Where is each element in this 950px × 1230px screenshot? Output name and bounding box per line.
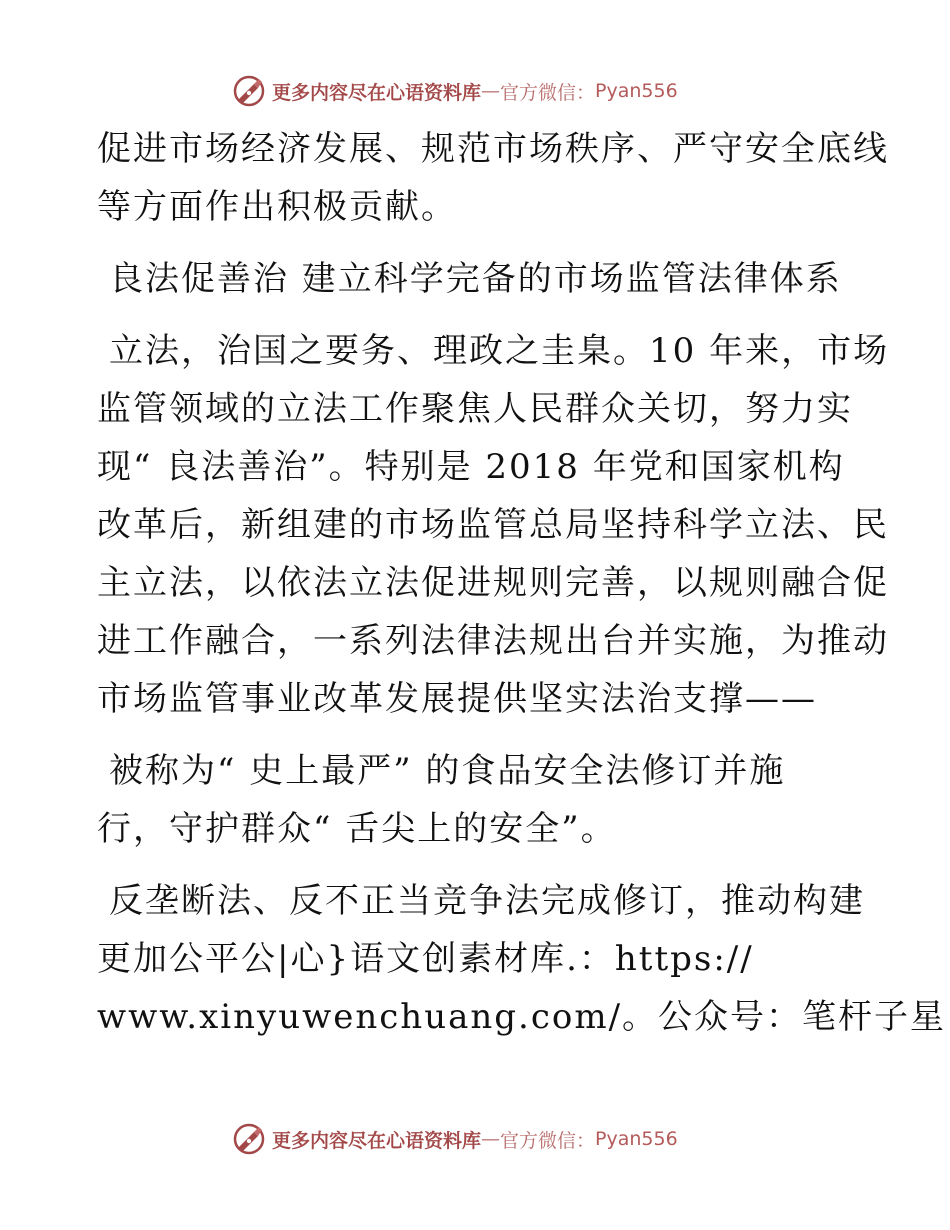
text-line: 市场监管事业改革发展提供坚实法治支撑——: [97, 679, 817, 719]
paragraph-1: [97, 120, 889, 236]
section-heading: [97, 250, 857, 308]
banner-account-id: Pyan556: [595, 80, 678, 102]
pen-nib-logo-icon: [232, 1122, 266, 1156]
text-line: 更加公平公|心}语文创素材库.：https://: [97, 939, 754, 979]
text-line: 进工作融合，一系列法律法规出台并实施，为推动: [97, 621, 889, 661]
banner-separator: —: [481, 1128, 501, 1150]
text-line: 等方面作出积极贡献。: [97, 187, 457, 227]
heading-line: 良法促善治 建立科学完备的市场监管法律体系: [109, 259, 842, 299]
paragraph-4: [97, 872, 947, 1046]
text-line: 现“ 良法善治”。特别是 2018 年党和国家机构: [97, 447, 845, 487]
text-line: 立法，治国之要务、理政之圭臬。10 年来，市场: [109, 331, 890, 371]
banner-main-text: 更多内容尽在心语资料库: [272, 1129, 482, 1152]
text-line: 反垄断法、反不正当竞争法完成修订，推动构建: [109, 881, 865, 921]
pen-nib-logo-icon: [232, 74, 266, 108]
banner-account-id: Pyan556: [595, 1128, 678, 1150]
banner-separator: —: [481, 80, 501, 102]
text-line: 主立法，以依法立法促进规则完善，以规则融合促: [97, 563, 889, 603]
banner-account-label: 官方微信：: [500, 81, 596, 104]
footer-banner: [232, 1121, 752, 1157]
document-body: [97, 120, 947, 1046]
text-line: 监管领域的立法工作聚焦人民群众关切，努力实: [97, 389, 853, 429]
header-banner: [232, 73, 752, 109]
paragraph-2: [97, 322, 890, 728]
banner-account-label: 官方微信：: [500, 1129, 596, 1152]
banner-main-text: 更多内容尽在心语资料库: [272, 81, 482, 104]
text-line: 行，守护群众“ 舌尖上的安全”。: [97, 809, 617, 849]
text-line: 促进市场经济发展、规范市场秩序、严守安全底线: [97, 129, 889, 169]
text-line: 被称为“ 史上最严” 的食品安全法修订并施: [109, 751, 786, 791]
paragraph-3: [97, 742, 857, 858]
text-line: www.xinyuwenchuang.com/。公众号：笔杆子星: [97, 997, 947, 1037]
text-line: 改革后，新组建的市场监管总局坚持科学立法、民: [97, 505, 889, 545]
